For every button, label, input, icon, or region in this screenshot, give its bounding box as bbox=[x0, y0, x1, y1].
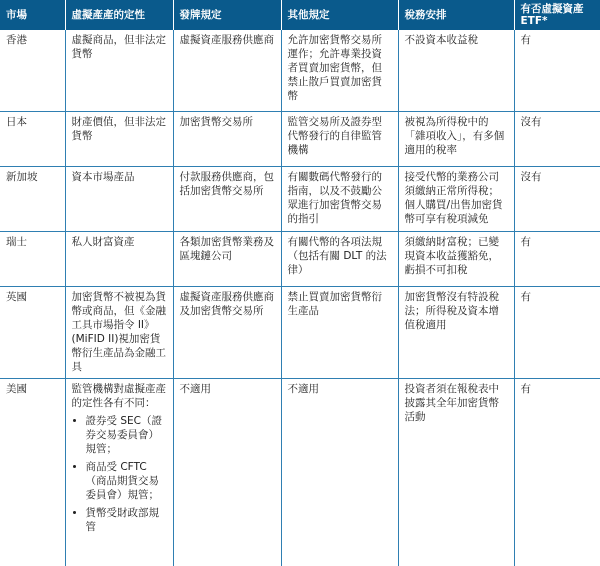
cell-market: 香港 bbox=[0, 30, 65, 112]
cell-other-rules: 有關代幣的各項法規（包括有關 DLT 的法律） bbox=[281, 232, 398, 287]
cell-nature: 財產價值，但非法定貨幣 bbox=[65, 112, 173, 167]
cell-etf: 沒有 bbox=[514, 112, 600, 167]
cell-licensing: 付款服務供應商，包括加密貨幣交易所 bbox=[173, 167, 281, 232]
cell-nature bbox=[65, 379, 173, 566]
cell-nature: 虛擬商品，但非法定貨幣 bbox=[65, 30, 173, 112]
cell-other-rules: 監管交易所及證券型代幣發行的自律監管機構 bbox=[281, 112, 398, 167]
header-licensing: 發牌規定 bbox=[173, 0, 281, 30]
cell-market: 日本 bbox=[0, 112, 65, 167]
table-row bbox=[0, 167, 600, 232]
header-other-rules: 其他規定 bbox=[281, 0, 398, 30]
nature-list-item: • 證券受 SEC（證券交易委員會）規管； bbox=[86, 414, 167, 456]
cell-market: 瑞士 bbox=[0, 232, 65, 287]
cell-licensing: 不適用 bbox=[173, 379, 281, 566]
cell-tax: 不設資本收益稅 bbox=[398, 30, 514, 112]
cell-tax: 加密貨幣沒有特設稅法；所得稅及資本增值稅適用 bbox=[398, 287, 514, 379]
nature-list-item: • 商品受 CFTC（商品期貨交易委員會）規管； bbox=[86, 460, 167, 502]
cell-nature: 資本市場產品 bbox=[65, 167, 173, 232]
nature-list bbox=[72, 414, 167, 534]
header-etf: 有否虛擬資產 ETF* bbox=[514, 0, 600, 30]
cell-market: 美國 bbox=[0, 379, 65, 566]
header-market: 市場 bbox=[0, 0, 65, 30]
cell-licensing: 各類加密貨幣業務及區塊鏈公司 bbox=[173, 232, 281, 287]
cell-market: 新加坡 bbox=[0, 167, 65, 232]
cell-etf: 有 bbox=[514, 287, 600, 379]
nature-intro: 監管機構對虛擬產產的定性各有不同： bbox=[72, 382, 167, 410]
cell-tax: 投資者須在報稅表中披露其全年加密貨幣活動 bbox=[398, 379, 514, 566]
table-row bbox=[0, 112, 600, 167]
cell-other-rules: 有關數碼代幣發行的指南，以及不鼓勵公眾進行加密貨幣交易的指引 bbox=[281, 167, 398, 232]
cell-tax: 須繳納財富稅；已變現資本收益獲豁免，虧損不可扣稅 bbox=[398, 232, 514, 287]
cell-other-rules: 允許加密貨幣交易所運作；允許專業投資者買賣加密貨幣，但禁止散戶買賣加密貨幣 bbox=[281, 30, 398, 112]
cell-etf: 有 bbox=[514, 30, 600, 112]
table-row bbox=[0, 232, 600, 287]
cell-etf: 有 bbox=[514, 379, 600, 566]
cell-licensing: 加密貨幣交易所 bbox=[173, 112, 281, 167]
cell-tax: 接受代幣的業務公司須繳納正常所得稅；個人購買/出售加密貨幣可享有稅項減免 bbox=[398, 167, 514, 232]
cell-nature: 私人財富資產 bbox=[65, 232, 173, 287]
cell-market: 英國 bbox=[0, 287, 65, 379]
cell-other-rules: 不適用 bbox=[281, 379, 398, 566]
table-row bbox=[0, 30, 600, 112]
cell-tax: 被視為所得稅中的「雜項收入」，有多個適用的稅率 bbox=[398, 112, 514, 167]
table-row bbox=[0, 379, 600, 566]
table-row bbox=[0, 287, 600, 379]
nature-list-item: • 貨幣受財政部規管 bbox=[86, 506, 167, 534]
cell-other-rules: 禁止買賣加密貨幣衍生產品 bbox=[281, 287, 398, 379]
cell-licensing: 虛擬資產服務供應商及加密貨幣交易所 bbox=[173, 287, 281, 379]
cell-etf: 沒有 bbox=[514, 167, 600, 232]
header-tax: 稅務安排 bbox=[398, 0, 514, 30]
header-nature: 虛擬產產的定性 bbox=[65, 0, 173, 30]
cell-licensing: 虛擬資產服務供應商 bbox=[173, 30, 281, 112]
cell-nature: 加密貨幣不被視為貨幣或商品，但《金融工具市場指令 II》(MiFID II)視加密貨幣衍生產品為金融工具 bbox=[65, 287, 173, 379]
table-header-row bbox=[0, 0, 600, 30]
cell-etf: 有 bbox=[514, 232, 600, 287]
